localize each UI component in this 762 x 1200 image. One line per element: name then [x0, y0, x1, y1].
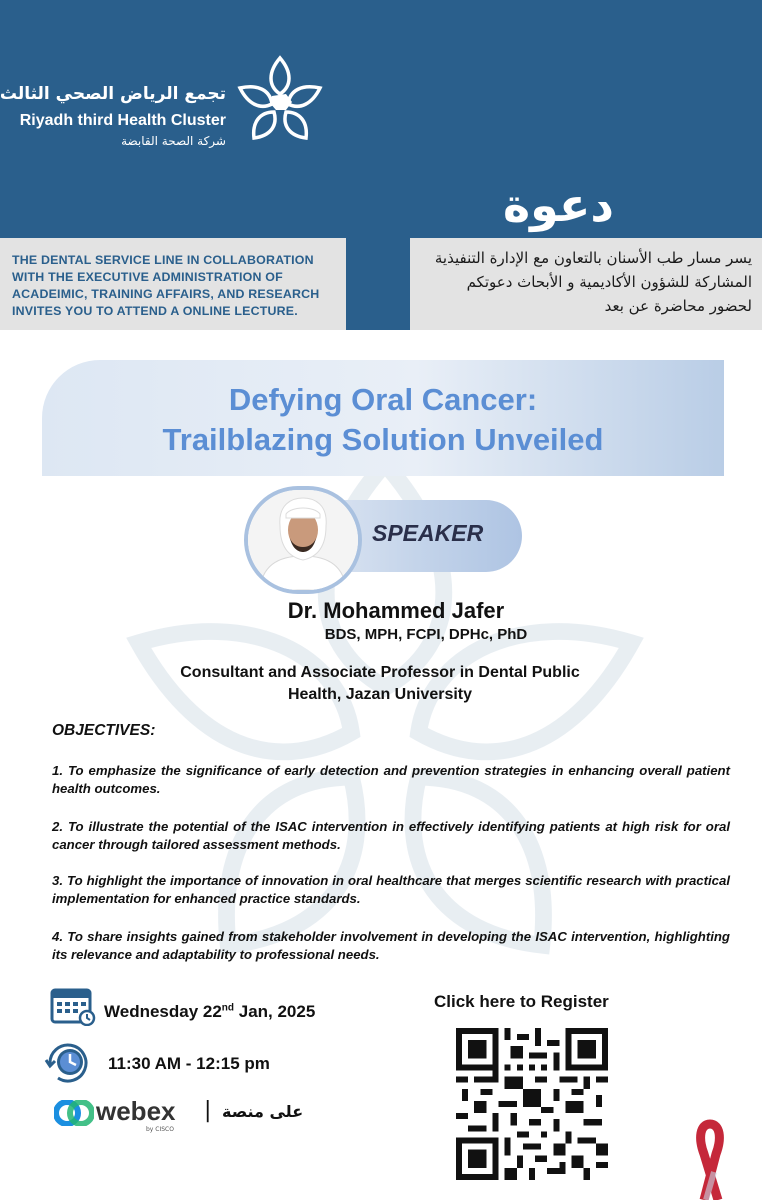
intro-panel-en	[0, 238, 346, 330]
speaker-label: SPEAKER	[372, 520, 484, 546]
intro-text-ar: يسر مسار طب الأسنان بالتعاون مع الإدارة التنفيذية المشاركة للشؤون الأكاديمية و الأبحاث دعوتكم لحضور محاضرة عن بعد	[434, 249, 752, 315]
org-name-en: Riyadh third Health Cluster	[19, 112, 226, 129]
lecture-title-line2: Trailblazing Solution Unveiled	[162, 422, 604, 457]
event-date-main: Wednesday 22	[104, 1002, 222, 1021]
clock-icon	[44, 1040, 96, 1084]
org-name-ar: تجمع الرياض الصحي الثالث	[0, 84, 226, 104]
event-date-month: Jan, 2025	[234, 1002, 316, 1021]
platform-ar: على منصة	[222, 1102, 304, 1121]
lecture-title-line1: Defying Oral Cancer:	[228, 382, 538, 417]
speaker-credentials: BDS, MPH, FCPI, DPHc, PhD	[324, 626, 528, 643]
webex-logo-icon	[54, 1100, 94, 1126]
intro-panel-ar	[410, 238, 762, 330]
event-time: 11:30 AM - 12:15 pm	[108, 1054, 270, 1073]
objective-item: 4. To share insights gained from stakeholder involvement in developing the ISAC intervention, highlighting its relevance and adaptability to professional needs.	[52, 929, 730, 962]
intro-text-en: THE DENTAL SERVICE LINE IN COLLABORATION WITH THE EXECUTIVE ADMINISTRATION OF ACADEIMIC, TRAINING AFFAIRS, AND RESEARCH INVITES YOU TO ATTEND A ONLINE LECTURE.	[12, 253, 320, 318]
awareness-ribbon-icon	[676, 1114, 746, 1200]
speaker-name: Dr. Mohammed Jafer	[287, 598, 505, 623]
objective-item: 2. To illustrate the potential of the ISAC intervention in effectively identifying patients at high risk for oral cancer through tailored assessment methods.	[52, 819, 730, 852]
register-label[interactable]: Click here to Register	[434, 992, 609, 1011]
platform-row	[54, 1098, 314, 1132]
event-date	[104, 1002, 315, 1022]
platform-name: webex	[96, 1096, 176, 1126]
calendar-icon	[50, 986, 96, 1026]
speaker-role: Consultant and Associate Professor in Dental Public Health, Jazan University	[180, 664, 580, 703]
register-qr-code[interactable]	[456, 1028, 608, 1180]
objectives-heading: OBJECTIVES:	[52, 722, 156, 739]
event-date-suffix: nd	[221, 1002, 235, 1014]
objective-item: 1. To emphasize the significance of early detection and prevention strategies in enhancing overall patient health outcomes.	[52, 763, 730, 796]
org-sub-ar: شركة الصحة القابضة	[121, 134, 226, 148]
cluster-star-icon	[230, 50, 330, 150]
platform-by: by CISCO	[146, 1126, 174, 1133]
objective-item: 3. To highlight the importance of innovation in oral healthcare that merges scientific research with practical implementation for enhanced practice standards.	[52, 873, 730, 906]
invitation-heading-ar: دعوة	[502, 178, 614, 232]
speaker-photo	[244, 486, 362, 594]
org-logo	[0, 50, 330, 160]
separator: |	[204, 1098, 212, 1123]
speaker-portrait-icon	[248, 490, 358, 590]
lecture-title	[42, 380, 724, 460]
